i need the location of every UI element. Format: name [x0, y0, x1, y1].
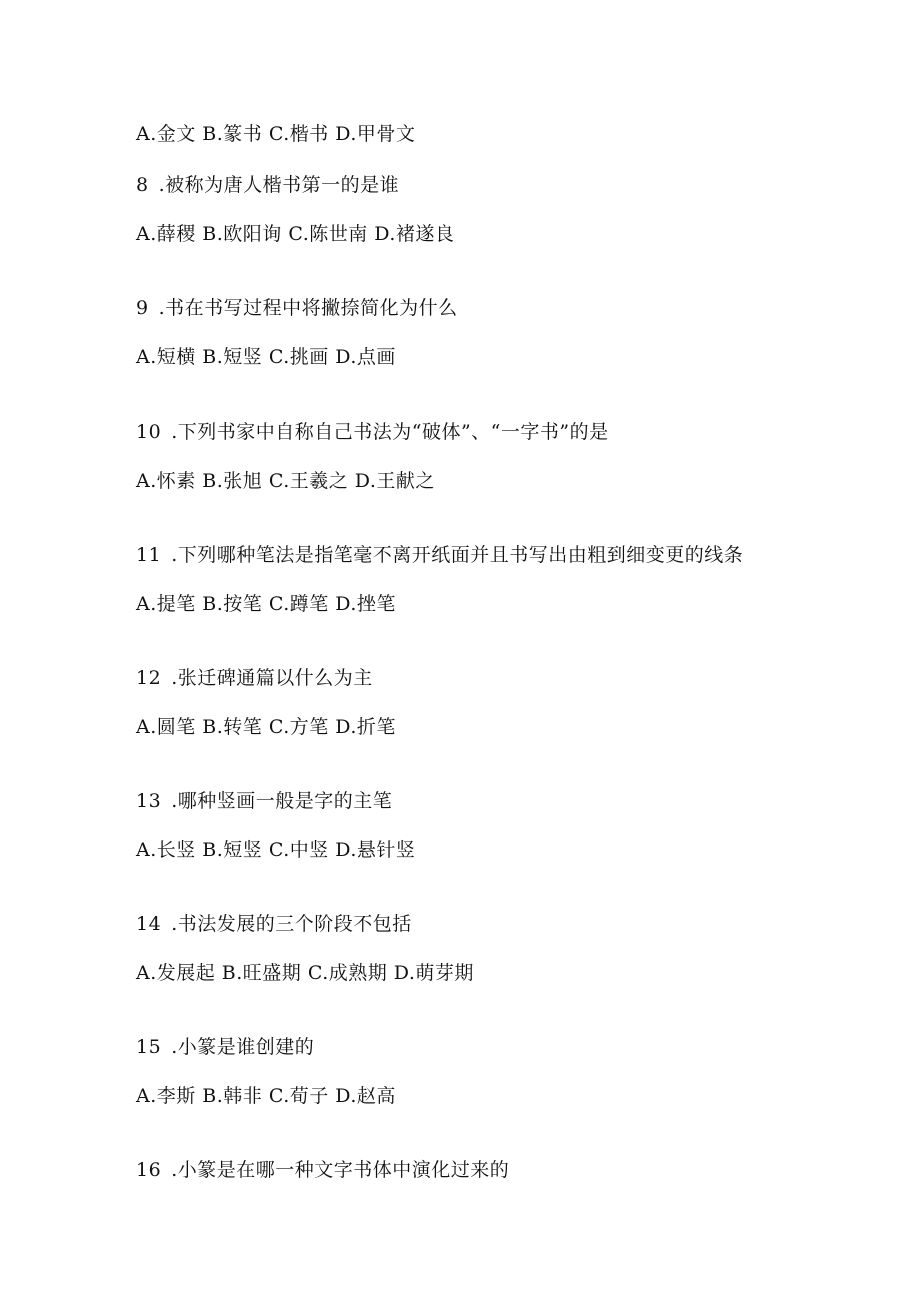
question-text: .书法发展的三个阶段不包括 [171, 913, 412, 935]
options-line [136, 345, 396, 369]
question-number: 9 [136, 297, 149, 319]
options-line [136, 1084, 396, 1108]
question-number: 16 [136, 1159, 162, 1181]
question-line [136, 789, 392, 813]
options-text: A.怀素 B.张旭 C.王羲之 D.王献之 [136, 470, 435, 492]
question-text: .哪种竖画一般是字的主笔 [171, 790, 393, 812]
question-text: .书在书写过程中将撇捺简化为什么 [158, 297, 458, 319]
question-line [136, 296, 458, 320]
options-line [136, 222, 454, 246]
question-text: .张迁碑通篇以什么为主 [171, 667, 373, 689]
question-number: 10 [136, 421, 162, 443]
question-text: .小篆是在哪一种文字书体中演化过来的 [171, 1159, 510, 1181]
options-text: A.长竖 B.短竖 C.中竖 D.悬针竖 [136, 839, 416, 861]
question-line [136, 543, 743, 567]
question-text: .下列书家中自称自己书法为“破体”、“一字书”的是 [171, 421, 609, 443]
question-number: 11 [136, 544, 162, 566]
options-line [136, 469, 435, 493]
question-number: 13 [136, 790, 162, 812]
question-line [136, 912, 412, 936]
question-text: .小篆是谁创建的 [171, 1036, 315, 1058]
options-text: A.薛稷 B.欧阳询 C.陈世南 D.褚遂良 [136, 223, 455, 245]
question-text: .下列哪种笔法是指笔毫不离开纸面并且书写出由粗到细变更的线条 [171, 544, 744, 566]
question-number: 12 [136, 667, 162, 689]
question-line [136, 1035, 314, 1059]
question-line [136, 666, 373, 690]
question-number: 15 [136, 1036, 162, 1058]
options-line [136, 592, 396, 616]
options-text: A.圆笔 B.转笔 C.方笔 D.折笔 [136, 716, 396, 738]
options-line [136, 838, 415, 862]
question-line [136, 1158, 509, 1182]
options-text: A.李斯 B.韩非 C.荀子 D.赵高 [136, 1085, 396, 1107]
question-number: 8 [136, 174, 149, 196]
options-text: A.提笔 B.按笔 C.蹲笔 D.挫笔 [136, 593, 396, 615]
options-text: A.发展起 B.旺盛期 C.成熟期 D.萌芽期 [136, 962, 474, 984]
question-number: 14 [136, 913, 162, 935]
options-text: A.金文 B.篆书 C.楷书 D.甲骨文 [136, 123, 416, 145]
options-line [136, 715, 396, 739]
question-text: .被称为唐人楷书第一的是谁 [158, 174, 400, 196]
options-text: A.短横 B.短竖 C.挑画 D.点画 [136, 346, 396, 368]
options-line [136, 961, 474, 985]
options-line [136, 122, 415, 146]
question-line [136, 420, 609, 444]
question-line [136, 173, 399, 197]
